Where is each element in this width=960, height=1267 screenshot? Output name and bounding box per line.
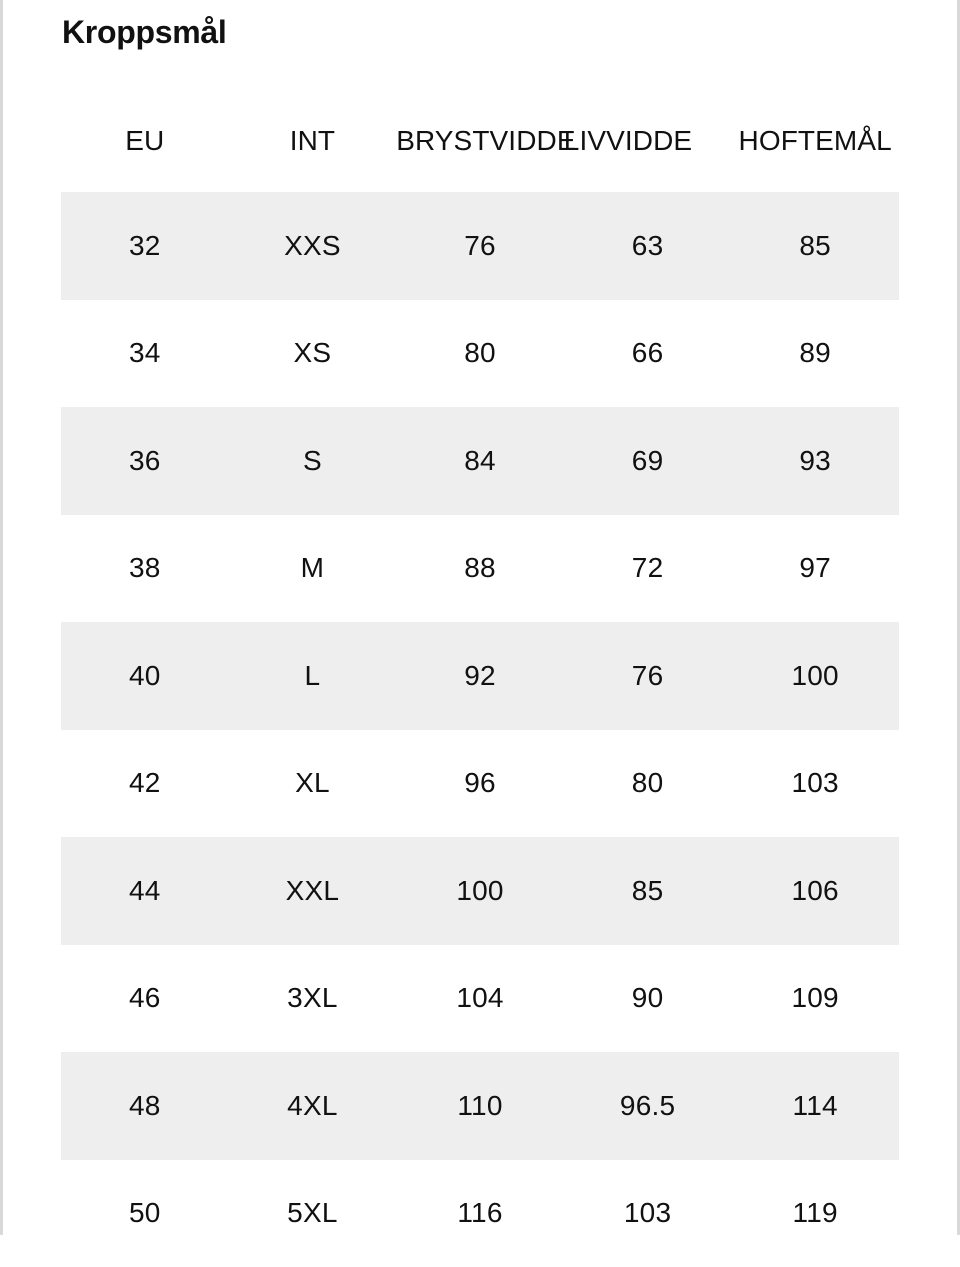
table-row [61, 192, 899, 300]
cell-eu: 34 [61, 337, 229, 369]
cell-brystvidde: 96 [396, 767, 564, 799]
column-header-hoftemal: HOFTEMÅL [731, 125, 899, 157]
cell-hoftemal: 97 [731, 552, 899, 584]
table-header-row [61, 90, 899, 192]
cell-livvidde: 96.5 [564, 1090, 732, 1122]
cell-livvidde: 103 [564, 1197, 732, 1229]
cell-int: M [229, 552, 397, 584]
cell-int: XS [229, 337, 397, 369]
cell-int: XL [229, 767, 397, 799]
cell-eu: 42 [61, 767, 229, 799]
cell-brystvidde: 100 [396, 875, 564, 907]
cell-brystvidde: 104 [396, 982, 564, 1014]
cell-livvidde: 66 [564, 337, 732, 369]
table-row [61, 837, 899, 945]
table-row [61, 1052, 899, 1160]
cell-brystvidde: 88 [396, 552, 564, 584]
cell-livvidde: 90 [564, 982, 732, 1014]
cell-hoftemal: 93 [731, 445, 899, 477]
cell-int: S [229, 445, 397, 477]
cell-livvidde: 72 [564, 552, 732, 584]
cell-eu: 40 [61, 660, 229, 692]
cell-eu: 50 [61, 1197, 229, 1229]
cell-livvidde: 69 [564, 445, 732, 477]
cell-brystvidde: 76 [396, 230, 564, 262]
cell-hoftemal: 109 [731, 982, 899, 1014]
cell-eu: 46 [61, 982, 229, 1014]
cell-livvidde: 80 [564, 767, 732, 799]
cell-brystvidde: 116 [396, 1197, 564, 1229]
cell-int: 5XL [229, 1197, 397, 1229]
cell-hoftemal: 85 [731, 230, 899, 262]
table-row [61, 300, 899, 408]
cell-hoftemal: 119 [731, 1197, 899, 1229]
cell-livvidde: 76 [564, 660, 732, 692]
cell-eu: 32 [61, 230, 229, 262]
left-border [0, 0, 3, 1235]
column-header-int: INT [229, 125, 397, 157]
cell-int: XXL [229, 875, 397, 907]
cell-hoftemal: 106 [731, 875, 899, 907]
cell-hoftemal: 103 [731, 767, 899, 799]
column-header-brystvidde: BRYSTVIDDE [396, 125, 564, 157]
table-row [61, 945, 899, 1053]
cell-brystvidde: 110 [396, 1090, 564, 1122]
cell-int: 4XL [229, 1090, 397, 1122]
table-row [61, 622, 899, 730]
cell-livvidde: 85 [564, 875, 732, 907]
table-row [61, 407, 899, 515]
cell-hoftemal: 114 [731, 1090, 899, 1122]
cell-int: XXS [229, 230, 397, 262]
page-title: Kroppsmål [62, 12, 226, 52]
cell-eu: 36 [61, 445, 229, 477]
table-row [61, 515, 899, 623]
cell-eu: 38 [61, 552, 229, 584]
cell-livvidde: 63 [564, 230, 732, 262]
cell-int: L [229, 660, 397, 692]
column-header-eu: EU [61, 125, 229, 157]
cell-eu: 48 [61, 1090, 229, 1122]
cell-brystvidde: 92 [396, 660, 564, 692]
cell-brystvidde: 84 [396, 445, 564, 477]
size-table [61, 90, 899, 1267]
table-row [61, 730, 899, 838]
cell-eu: 44 [61, 875, 229, 907]
cell-brystvidde: 80 [396, 337, 564, 369]
cell-int: 3XL [229, 982, 397, 1014]
cell-hoftemal: 89 [731, 337, 899, 369]
table-row [61, 1160, 899, 1267]
column-header-livvidde: LIVVIDDE [564, 125, 732, 157]
cell-hoftemal: 100 [731, 660, 899, 692]
